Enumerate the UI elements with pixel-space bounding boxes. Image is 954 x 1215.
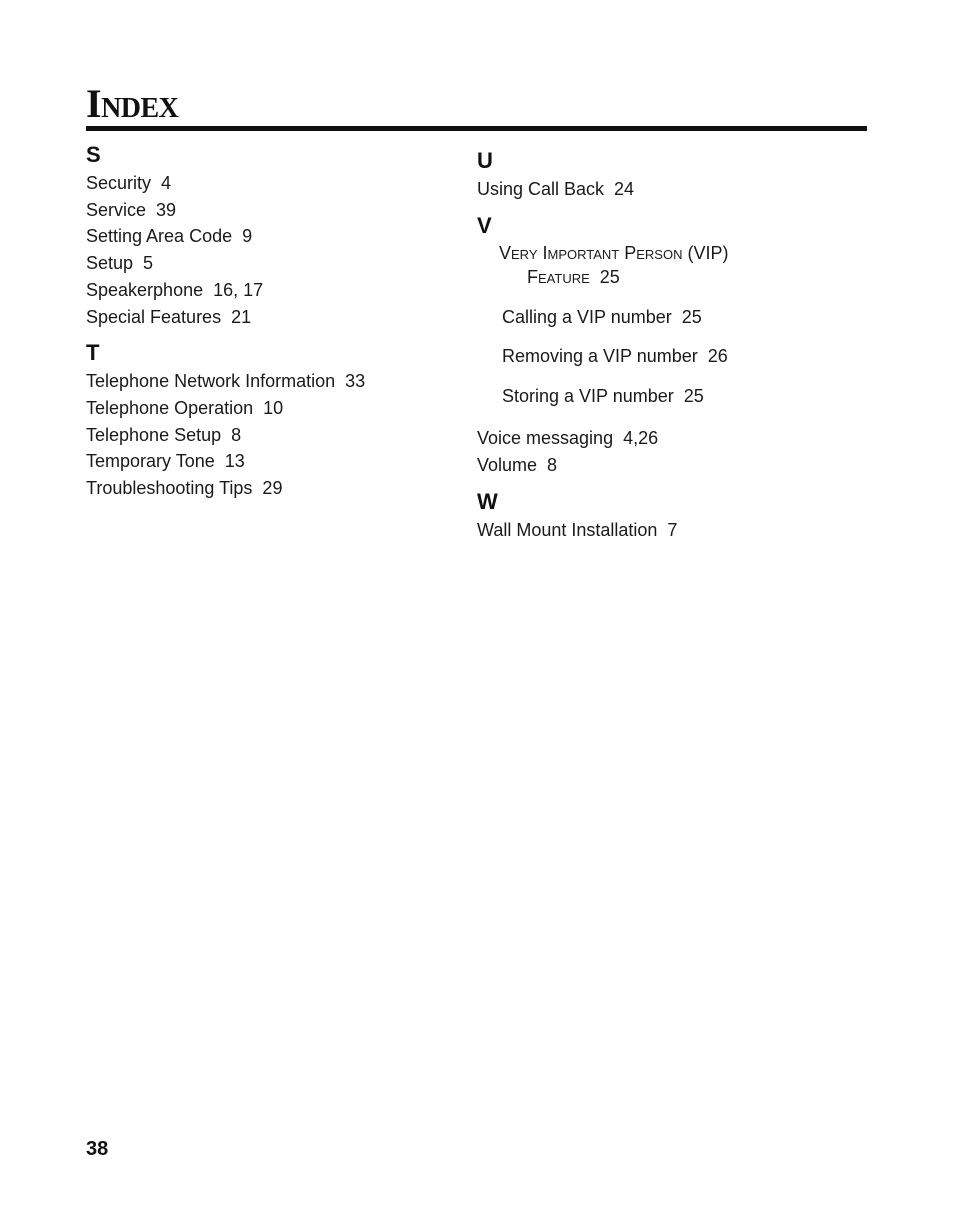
index-entry: Telephone Setup 8: [86, 424, 242, 445]
index-subentry: Removing a VIP number 26: [502, 346, 728, 367]
title-rule: [86, 126, 867, 131]
section-gap: [86, 330, 446, 338]
index-entry: Temporary Tone 13: [86, 451, 245, 472]
section-gap: [477, 479, 877, 487]
vip-heading-text: Very Important Person: [499, 242, 683, 263]
index-entry: Service 39: [86, 199, 177, 220]
index-entry: Troubleshooting Tips 29: [86, 478, 283, 499]
index-subentry: Storing a VIP number 25: [502, 385, 704, 406]
vip-feature-page: 25: [589, 266, 620, 287]
page-title: Index: [86, 81, 179, 126]
page-number: 38: [86, 1138, 109, 1160]
section-letter-s: S: [86, 142, 101, 167]
index-entry: Volume 8: [477, 454, 558, 475]
index-entry: Wall Mount Installation 7: [477, 519, 678, 540]
index-column-left: [86, 140, 446, 502]
section-letter-u: U: [477, 148, 493, 173]
vip-heading-entry: [499, 241, 877, 265]
index-entry: Using Call Back 24: [477, 179, 635, 199]
section-letter-v: V: [477, 212, 492, 238]
index-entry: Speakerphone 16, 17: [86, 279, 264, 300]
section-letter-w: W: [477, 488, 498, 514]
index-entry: Special Features 21: [86, 306, 252, 327]
vip-heading-continuation: [527, 265, 877, 289]
vip-feature-text: Feature: [527, 266, 590, 287]
index-entry: Voice messaging 4,26: [477, 428, 659, 449]
vip-heading-suffix: (VIP): [682, 242, 729, 263]
index-entry: Telephone Network Information 33: [86, 371, 366, 392]
index-subentry: Calling a VIP number 25: [502, 306, 702, 327]
index-column-right: [477, 146, 877, 543]
index-entry: Security 4: [86, 173, 172, 193]
index-entry: Telephone Operation 10: [86, 397, 284, 418]
index-entry: Setup 5: [86, 253, 154, 274]
index-entry: Setting Area Code 9: [86, 226, 253, 247]
section-letter-t: T: [86, 340, 100, 366]
section-gap: [477, 203, 877, 211]
